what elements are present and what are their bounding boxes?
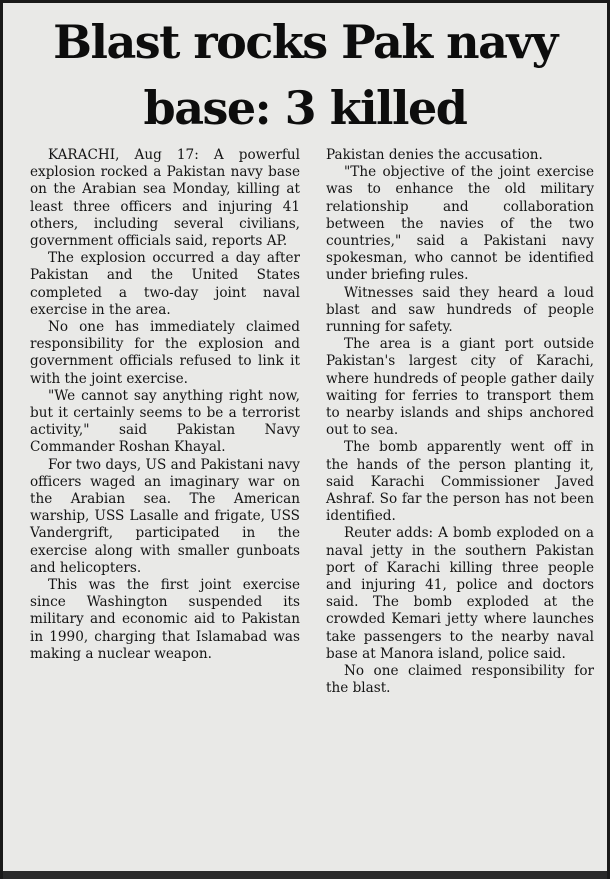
paragraph: Witnesses said they heard a loud blast and saw hundreds of people running for safety. <box>326 284 594 336</box>
paragraph-dateline: KARACHI, Aug 17: A powerful explosion rocked a Pakistan navy base on the Arabian sea Monday, killing at least three officers and injuring 41 others, including several civilians, government officials said, reports AP. <box>30 147 300 250</box>
paragraph: No one claimed responsibility for the blast. <box>326 663 594 697</box>
paragraph: "The objective of the joint exercise was to enhance the old military relationship and collaboration between the navies of the two countries," said a Pakistani navy spokesman, who cannot be identified under briefing rules. <box>326 164 594 284</box>
headline-line-2: base: 3 killed <box>143 81 467 135</box>
headline-line-1: Blast rocks Pak navy <box>53 15 557 69</box>
paragraph: The explosion occurred a day after Pakistan and the United States completed a two-day joint naval exercise in the area. <box>30 250 300 318</box>
left-column <box>30 147 300 663</box>
paragraph: Reuter adds: A bomb exploded on a naval jetty in the southern Pakistan port of Karachi killing three people and injuring 41, police and doctors said. The bomb exploded at the crowded Kemari jetty where launches take passengers to the nearby naval base at Manora island, police said. <box>326 525 594 662</box>
paragraph: This was the first joint exercise since Washington suspended its military and economic aid to Pakistan in 1990, charging that Islamabad was making a nuclear weapon. <box>30 577 300 662</box>
paragraph: "We cannot say anything right now, but it certainly seems to be a terrorist activity," said Pakistan Navy Commander Roshan Khayal. <box>30 387 300 456</box>
paragraph: The bomb apparently went off in the hands of the person planting it, said Karachi Commissioner Javed Ashraf. So far the person has not been identified. <box>326 439 594 525</box>
headline <box>13 9 597 141</box>
paragraph: The area is a giant port outside Pakistan's largest city of Karachi, where hundreds of people gather daily waiting for ferries to transport them to nearby islands and ships anchored out to sea. <box>326 336 594 439</box>
paragraph: No one has immediately claimed responsibility for the explosion and government officials refused to link it with the joint exercise. <box>30 319 300 387</box>
right-column <box>326 147 594 698</box>
paragraph: For two days, US and Pakistani navy officers waged an imaginary war on the Arabian sea. The American warship, USS Lasalle and frigate, USS Vandergrift, participated in the exercise along with smaller gunboats and helicopters. <box>30 456 300 576</box>
paragraph-continued: Pakistan denies the accusation. <box>326 147 543 163</box>
bottom-border <box>3 871 607 879</box>
